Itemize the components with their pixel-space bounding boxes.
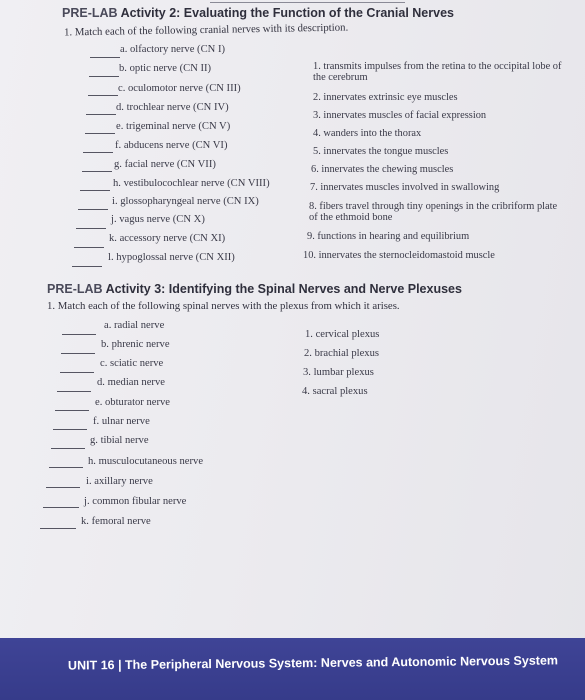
- answer-blank[interactable]: [49, 467, 83, 468]
- answer-blank[interactable]: [76, 228, 106, 229]
- answer-blank[interactable]: [85, 133, 115, 134]
- cranial-description: 10. innervates the sternocleidomastoid muscle: [303, 250, 495, 261]
- answer-blank[interactable]: [40, 528, 76, 529]
- answer-blank[interactable]: [60, 372, 94, 373]
- answer-blank[interactable]: [57, 391, 91, 392]
- answer-blank[interactable]: [51, 448, 85, 449]
- answer-blank[interactable]: [43, 507, 79, 508]
- cranial-description: 7. innervates muscles involved in swallowing: [310, 182, 500, 193]
- answer-blank[interactable]: [74, 247, 104, 248]
- answer-blank[interactable]: [62, 334, 96, 335]
- cranial-description: 2. innervates extrinsic eye muscles: [313, 92, 458, 103]
- answer-blank[interactable]: [83, 152, 113, 153]
- top-rule: [210, 2, 405, 3]
- answer-blank[interactable]: [89, 76, 119, 77]
- activity2-question: 1. Match each of the following cranial nerves with its description.: [63, 21, 349, 39]
- spinal-nerve-item: b. phrenic nerve: [101, 339, 170, 350]
- cranial-nerve-item: c. oculomotor nerve (CN III): [118, 83, 241, 94]
- cranial-description: 5. innervates the tongue muscles: [313, 146, 449, 157]
- answer-blank[interactable]: [46, 487, 80, 488]
- answer-blank[interactable]: [80, 190, 110, 191]
- cranial-nerve-item: e. trigeminal nerve (CN V): [116, 121, 231, 132]
- answer-blank[interactable]: [72, 266, 102, 267]
- answer-blank[interactable]: [86, 114, 116, 115]
- cranial-description: 1. transmits impulses from the retina to the occipital lobe of the cerebrum: [313, 61, 562, 83]
- activity2-heading: [62, 6, 454, 20]
- unit-footer-title: UNIT 16 | The Peripheral Nervous System: Nerves and Autonomic Nervous System: [67, 653, 559, 673]
- spinal-nerve-item: c. sciatic nerve: [100, 358, 164, 369]
- activity2-title: Activity 2: Evaluating the Function of the Cranial Nerves: [120, 6, 454, 20]
- cranial-nerve-item: g. facial nerve (CN VII): [114, 159, 216, 170]
- cranial-nerve-item: j. vagus nerve (CN X): [111, 214, 205, 225]
- cranial-description: 3. innervates muscles of facial expression: [313, 110, 487, 121]
- activity3-heading: [47, 282, 462, 296]
- activity2-prefix: PRE-LAB: [62, 6, 118, 20]
- spinal-nerve-item: k. femoral nerve: [81, 516, 151, 527]
- answer-blank[interactable]: [53, 429, 87, 430]
- answer-blank[interactable]: [90, 57, 120, 58]
- cranial-description: 6. innervates the chewing muscles: [311, 164, 454, 175]
- cranial-nerve-item: d. trochlear nerve (CN IV): [116, 102, 229, 113]
- cranial-nerve-item: k. accessory nerve (CN XI): [109, 233, 226, 244]
- plexus-option: 4. sacral plexus: [302, 386, 368, 397]
- spinal-nerve-item: j. common fibular nerve: [84, 496, 187, 507]
- spinal-nerve-item: d. median nerve: [97, 377, 165, 388]
- cranial-description: 8. fibers travel through tiny openings in the cribriform plate of the ethmoid bone: [309, 201, 558, 223]
- answer-blank[interactable]: [61, 353, 95, 354]
- answer-blank[interactable]: [82, 171, 112, 172]
- activity3-question: 1. Match each of the following spinal nerves with the plexus from which it arises.: [47, 300, 400, 312]
- answer-blank[interactable]: [78, 209, 108, 210]
- cranial-description: 9. functions in hearing and equilibrium: [307, 231, 470, 242]
- cranial-nerve-item: h. vestibulocochlear nerve (CN VIII): [113, 178, 270, 189]
- spinal-nerve-item: i. axillary nerve: [86, 476, 153, 487]
- cranial-nerve-item: l. hypoglossal nerve (CN XII): [108, 252, 235, 263]
- answer-blank[interactable]: [55, 410, 89, 411]
- activity3-prefix: PRE-LAB: [47, 282, 103, 296]
- spinal-nerve-item: g. tibial nerve: [90, 435, 149, 446]
- activity3-title: Activity 3: Identifying the Spinal Nerves and Nerve Plexuses: [105, 282, 462, 296]
- cranial-nerve-item: f. abducens nerve (CN VI): [115, 140, 228, 151]
- spinal-nerve-item: h. musculocutaneous nerve: [88, 456, 204, 467]
- plexus-option: 3. lumbar plexus: [303, 367, 374, 378]
- cranial-nerve-item: i. glossopharyngeal nerve (CN IX): [112, 196, 259, 207]
- cranial-nerve-item: b. optic nerve (CN II): [119, 63, 212, 74]
- spinal-nerve-item: a. radial nerve: [104, 320, 165, 331]
- answer-blank[interactable]: [88, 95, 118, 96]
- plexus-option: 2. brachial plexus: [304, 348, 380, 359]
- plexus-option: 1. cervical plexus: [305, 329, 380, 340]
- cranial-description: 4. wanders into the thorax: [313, 128, 422, 139]
- cranial-nerve-item: a. olfactory nerve (CN I): [120, 44, 226, 55]
- spinal-nerve-item: f. ulnar nerve: [93, 416, 150, 427]
- spinal-nerve-item: e. obturator nerve: [95, 397, 171, 408]
